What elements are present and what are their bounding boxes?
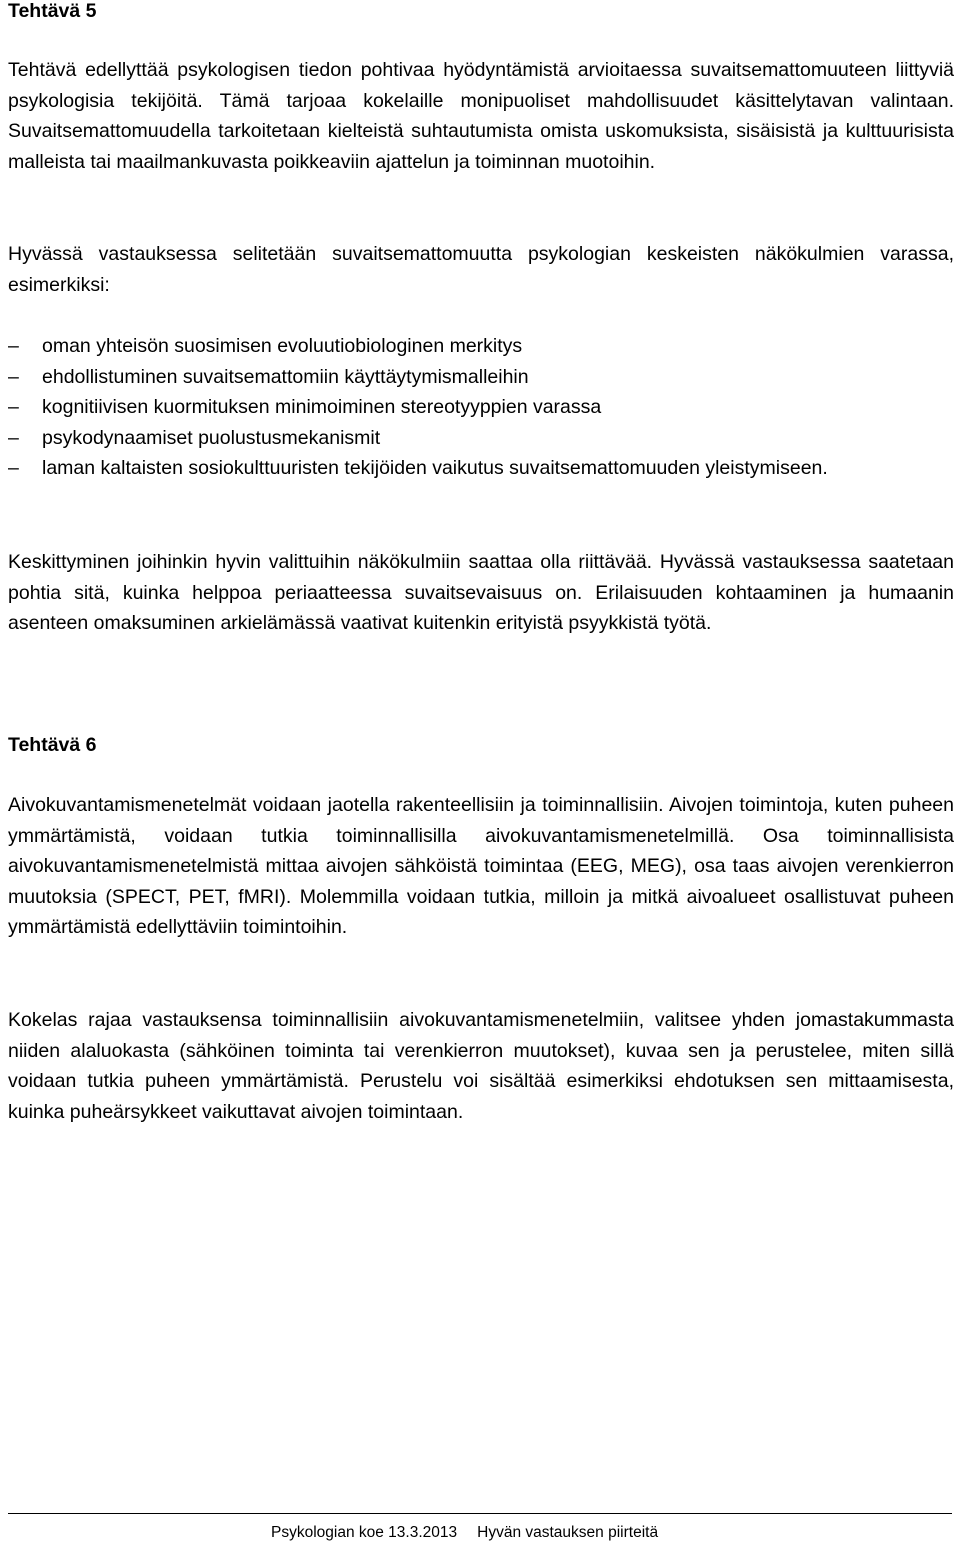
list-item [8,453,954,484]
list-dash: – [8,457,19,479]
task5-paragraph-3: Keskittyminen joihinkin hyvin valittuihin näkökulmiin saattaa olla riittävää. Hyvässä vastauksessa saatetaan pohtia sitä, kuinka helppoa periaatteessa suvaitsevaisuus on. Erilaisuuden kohtaaminen ja humaanin asenteen omaksuminen arkielämässä vaativat kuitenkin erityistä psyykkistä työtä. [8,551,954,634]
list-dash: – [8,365,19,388]
list-item [8,392,954,423]
list-dash: – [8,335,19,357]
list-item-text: psykodynaamiset puolustusmekanismit [42,426,381,449]
footer-exam: Psykologian koe 13.3.2013 [271,1524,458,1541]
task5-paragraph-1: Tehtävä edellyttää psykologisen tiedon pohtivaa hyödyntämistä arvioitaessa suvaitsemattomuuteen liittyviä psykologisia tekijöitä. Tämä tarjoaa kokelaille monipuoliset mahdollisuudet käsittelytavan valintaan. Suvaitsemattomuudella tarkoitetaan kielteistä suhtautumista omista uskomuksista, sisäisistä ja kulttuurisista malleista tai maailmankuvasta poikkeaviin ajattelun ja toiminnan muotoihin. [8,59,954,173]
task6-paragraph-1: Aivokuvantamismenetelmät voidaan jaotella rakenteellisiin ja toiminnallisiin. Aivojen toimintoja, kuten puheen ymmärtämistä, voidaan tutkia toiminnallisilla aivokuvantamismenetelmillä. Osa toiminnallisista aivokuvantamismenetelmistä mittaa aivojen sähköistä toimintaa (EEG, MEG), osa taas aivojen verenkierron muutoksia (SPECT, PET, fMRI). Molemmilla voidaan tutkia, milloin ja mitkä aivoalueet osallistuvat puheen ymmärtämistä edellyttäviin toimintoihin. [8,794,954,938]
list-item-text: laman kaltaisten sosiokulttuuristen tekijöiden vaikutus suvaitsemattomuuden yleistymiseen. [42,457,828,479]
task5-heading: Tehtävä 5 [8,0,97,22]
list-item-text: oman yhteisön suosimisen evoluutiobiologinen merkitys [42,335,523,357]
list-item-text: ehdollistuminen suvaitsemattomiin käyttäytymismalleihin [42,365,529,388]
list-dash: – [8,396,19,418]
task6-paragraph-2: Kokelas rajaa vastauksensa toiminnallisiin aivokuvantamismenetelmiin, valitsee yhden jomastakummasta niiden alaluokasta (sähköinen toiminta tai verenkierron muutokset), kuvaa sen ja perustelee, miten sillä voidaan tutkia puheen ymmärtämistä. Perustelu voi sisältää esimerkiksi ehdotuksen sen mittaamisesta, kuinka puheärsykkeet vaikuttavat aivojen toimintaan. [8,1009,954,1123]
list-dash: – [8,426,19,449]
perspective-list [8,331,954,484]
footer-title: Hyvän vastauksen piirteitä [477,1524,659,1541]
list-item [8,362,954,393]
footer-divider [8,1513,952,1514]
page-footer [271,1523,658,1543]
task6-heading: Tehtävä 6 [8,734,97,756]
task5-paragraph-2: Hyvässä vastauksessa selitetään suvaitsemattomuutta psykologian keskeisten näkökulmien varassa, esimerkiksi: [8,243,954,296]
list-item [8,423,954,454]
list-item [8,331,954,362]
list-item-text: kognitiivisen kuormituksen minimoiminen stereotyyppien varassa [42,396,602,418]
